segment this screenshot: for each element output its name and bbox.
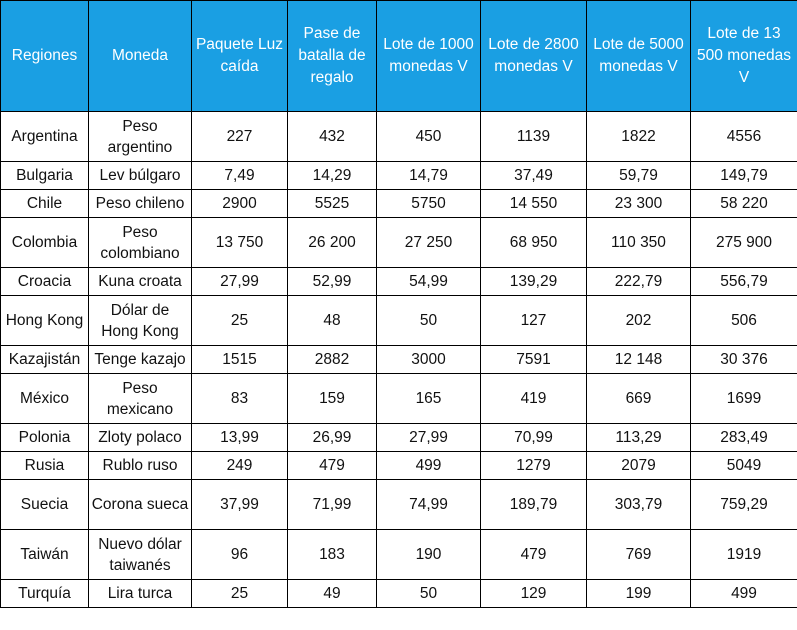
pase-cell: 52,99 [288,268,377,296]
lote-2800-cell: 127 [481,296,587,346]
lote-5000-cell: 202 [587,296,691,346]
header-pase-de-batalla: Pase de batalla de regalo [288,1,377,112]
lote-5000-cell: 113,29 [587,424,691,452]
lote-5000-cell: 1822 [587,112,691,162]
currency-cell: Rublo ruso [89,452,192,480]
lote-5000-cell: 2079 [587,452,691,480]
region-cell: Kazajistán [1,346,89,374]
lote-1000-cell: 54,99 [377,268,481,296]
table-body [1,112,797,608]
lote-2800-cell: 1139 [481,112,587,162]
header-lote-2800: Lote de 2800 monedas V [481,1,587,112]
header-paquete-luz-caida: Paquete Luz caída [192,1,288,112]
lote-1000-cell: 50 [377,296,481,346]
table-row [1,580,797,608]
table-row [1,452,797,480]
lote-1000-cell: 27,99 [377,424,481,452]
lote-5000-cell: 110 350 [587,218,691,268]
lote-5000-cell: 669 [587,374,691,424]
pase-cell: 49 [288,580,377,608]
lote-1000-cell: 450 [377,112,481,162]
pase-cell: 159 [288,374,377,424]
paquete-cell: 7,49 [192,162,288,190]
lote-1000-cell: 14,79 [377,162,481,190]
lote-5000-cell: 23 300 [587,190,691,218]
table-row [1,190,797,218]
lote-2800-cell: 189,79 [481,480,587,530]
lote-2800-cell: 37,49 [481,162,587,190]
currency-cell: Peso argentino [89,112,192,162]
lote-1000-cell: 27 250 [377,218,481,268]
lote-13500-cell: 30 376 [691,346,797,374]
header-moneda: Moneda [89,1,192,112]
currency-cell: Peso colombiano [89,218,192,268]
lote-13500-cell: 499 [691,580,797,608]
paquete-cell: 27,99 [192,268,288,296]
region-cell: Croacia [1,268,89,296]
lote-2800-cell: 68 950 [481,218,587,268]
currency-cell: Tenge kazajo [89,346,192,374]
currency-cell: Lira turca [89,580,192,608]
region-cell: Polonia [1,424,89,452]
currency-cell: Peso chileno [89,190,192,218]
lote-1000-cell: 165 [377,374,481,424]
header-lote-1000: Lote de 1000 monedas V [377,1,481,112]
currency-cell: Nuevo dólar taiwanés [89,530,192,580]
lote-2800-cell: 419 [481,374,587,424]
pase-cell: 432 [288,112,377,162]
lote-5000-cell: 59,79 [587,162,691,190]
lote-1000-cell: 5750 [377,190,481,218]
region-cell: Bulgaria [1,162,89,190]
table-row [1,162,797,190]
lote-5000-cell: 222,79 [587,268,691,296]
lote-13500-cell: 1919 [691,530,797,580]
lote-13500-cell: 556,79 [691,268,797,296]
lote-13500-cell: 506 [691,296,797,346]
lote-1000-cell: 499 [377,452,481,480]
table-row [1,218,797,268]
pase-cell: 5525 [288,190,377,218]
header-lote-5000: Lote de 5000 monedas V [587,1,691,112]
pase-cell: 26 200 [288,218,377,268]
pase-cell: 26,99 [288,424,377,452]
pase-cell: 71,99 [288,480,377,530]
lote-13500-cell: 5049 [691,452,797,480]
lote-2800-cell: 14 550 [481,190,587,218]
paquete-cell: 96 [192,530,288,580]
currency-cell: Zloty polaco [89,424,192,452]
table-row [1,374,797,424]
paquete-cell: 227 [192,112,288,162]
lote-5000-cell: 303,79 [587,480,691,530]
pase-cell: 14,29 [288,162,377,190]
region-cell: México [1,374,89,424]
region-cell: Turquía [1,580,89,608]
lote-1000-cell: 190 [377,530,481,580]
lote-13500-cell: 58 220 [691,190,797,218]
lote-2800-cell: 139,29 [481,268,587,296]
lote-13500-cell: 4556 [691,112,797,162]
table-row [1,424,797,452]
pase-cell: 2882 [288,346,377,374]
table-row [1,480,797,530]
paquete-cell: 249 [192,452,288,480]
lote-5000-cell: 12 148 [587,346,691,374]
paquete-cell: 2900 [192,190,288,218]
lote-5000-cell: 199 [587,580,691,608]
lote-2800-cell: 7591 [481,346,587,374]
lote-2800-cell: 70,99 [481,424,587,452]
lote-2800-cell: 129 [481,580,587,608]
header-lote-13500: Lote de 13 500 monedas V [691,1,797,112]
pase-cell: 183 [288,530,377,580]
paquete-cell: 13,99 [192,424,288,452]
lote-2800-cell: 1279 [481,452,587,480]
lote-2800-cell: 479 [481,530,587,580]
region-cell: Argentina [1,112,89,162]
table-row [1,112,797,162]
lote-1000-cell: 3000 [377,346,481,374]
region-cell: Hong Kong [1,296,89,346]
table-row [1,268,797,296]
region-cell: Colombia [1,218,89,268]
table-header-row [1,1,797,112]
table-row [1,530,797,580]
lote-13500-cell: 283,49 [691,424,797,452]
paquete-cell: 83 [192,374,288,424]
region-cell: Chile [1,190,89,218]
currency-cell: Dólar de Hong Kong [89,296,192,346]
lote-1000-cell: 50 [377,580,481,608]
lote-13500-cell: 759,29 [691,480,797,530]
pase-cell: 479 [288,452,377,480]
paquete-cell: 13 750 [192,218,288,268]
lote-13500-cell: 149,79 [691,162,797,190]
paquete-cell: 25 [192,296,288,346]
region-cell: Suecia [1,480,89,530]
lote-1000-cell: 74,99 [377,480,481,530]
table-row [1,296,797,346]
paquete-cell: 37,99 [192,480,288,530]
pase-cell: 48 [288,296,377,346]
lote-5000-cell: 769 [587,530,691,580]
paquete-cell: 1515 [192,346,288,374]
region-cell: Rusia [1,452,89,480]
currency-cell: Peso mexicano [89,374,192,424]
table-row [1,346,797,374]
lote-13500-cell: 1699 [691,374,797,424]
region-cell: Taiwán [1,530,89,580]
lote-13500-cell: 275 900 [691,218,797,268]
header-regiones: Regiones [1,1,89,112]
currency-cell: Kuna croata [89,268,192,296]
currency-cell: Corona sueca [89,480,192,530]
paquete-cell: 25 [192,580,288,608]
currency-cell: Lev búlgaro [89,162,192,190]
